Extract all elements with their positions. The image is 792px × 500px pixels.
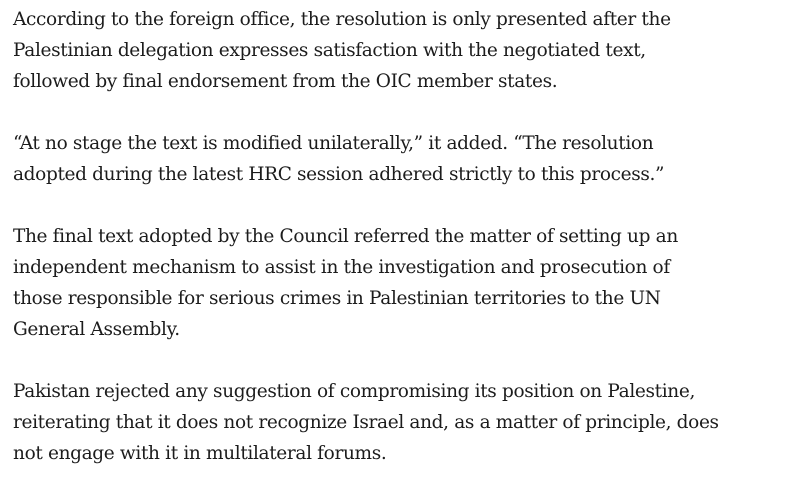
paragraph-line: not engage with it in multilateral forums. xyxy=(13,443,387,464)
paragraph-line: According to the foreign office, the resolution is only presented after the xyxy=(13,9,671,30)
paragraph-line: Pakistan rejected any suggestion of compromising its position on Palestine, xyxy=(13,381,695,402)
paragraph-line: Palestinian delegation expresses satisfaction with the negotiated text, xyxy=(13,40,646,61)
paragraph-line: “At no stage the text is modified unilaterally,” it added. “The resolution xyxy=(13,133,654,154)
paragraph-line: those responsible for serious crimes in Palestinian territories to the UN xyxy=(13,288,661,309)
paragraph-line: adopted during the latest HRC session adhered strictly to this process.” xyxy=(13,164,665,185)
paragraph-line: independent mechanism to assist in the investigation and prosecution of xyxy=(13,257,670,278)
paragraph-final-text xyxy=(13,221,789,345)
article-body xyxy=(13,4,789,500)
paragraph-line: followed by final endorsement from the OIC member states. xyxy=(13,71,558,92)
paragraph-line: General Assembly. xyxy=(13,319,180,340)
paragraph-foreign-office-statement xyxy=(13,4,789,97)
paragraph-pakistan-position xyxy=(13,376,789,469)
paragraph-line: The final text adopted by the Council referred the matter of setting up an xyxy=(13,226,678,247)
paragraph-line: reiterating that it does not recognize Israel and, as a matter of principle, does xyxy=(13,412,719,433)
paragraph-quote xyxy=(13,128,789,190)
